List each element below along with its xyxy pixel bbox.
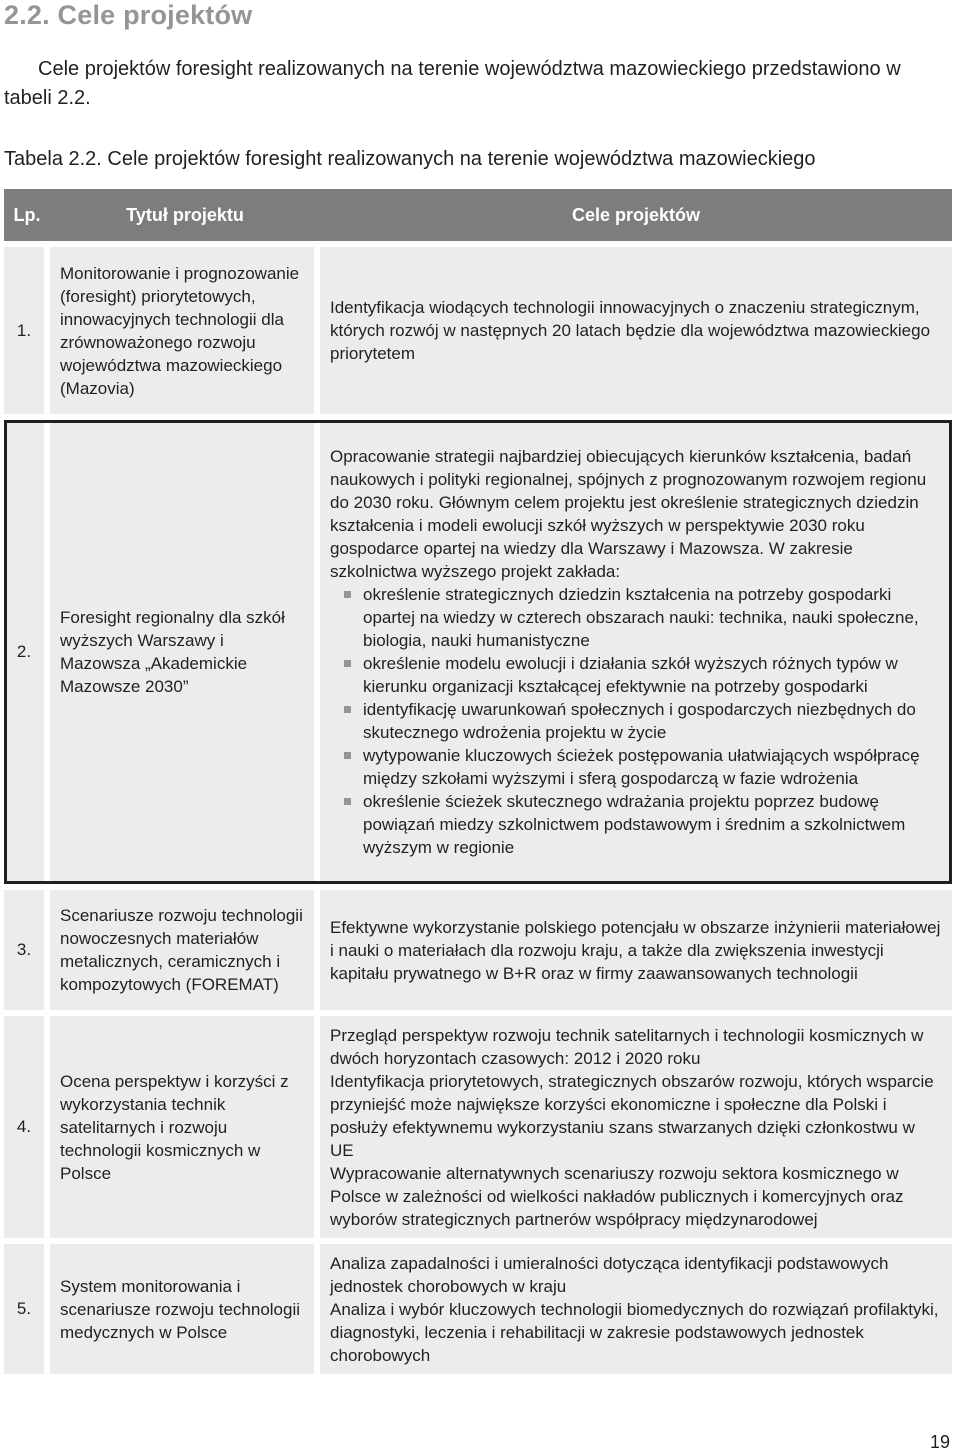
goal-bullet-text: określenie ścieżek skutecznego wdrażania projektu poprzez budowę powiązań miedzy szkolnictwem podstawowym i średnim a szkolnictwem wyższym w regionie xyxy=(363,792,906,857)
project-goals xyxy=(320,890,952,1010)
goal-bullet-item xyxy=(330,583,942,652)
goal-paragraph: Przegląd perspektyw rozwoju technik satelitarnych i technologii kosmicznych w dwóch horyzontach czasowych: 2012 i 2020 roku xyxy=(330,1025,924,1068)
project-title xyxy=(50,890,320,1010)
page-number: 19 xyxy=(929,1432,950,1452)
intro-paragraph: Cele projektów foresight realizowanych na terenie województwa mazowieckiego przedstawiono w tabeli 2.2. xyxy=(4,58,901,109)
goal-bullet-text: wytypowanie kluczowych ścieżek postępowania ułatwiających współpracę między szkołami wyższymi i sferą gospodarczą w fazie wdrożenia xyxy=(363,746,920,788)
goal-bullet-text: identyfikację uwarunkowań społecznych i gospodarczych niezbędnych do skutecznego wdrożenia projektu w życie xyxy=(363,700,916,742)
project-title-text: System monitorowania i scenariusze rozwoju technologii medycznych w Polsce xyxy=(60,1276,301,1342)
goal-bullet-text: określenie strategicznych dziedzin kształcenia na potrzeby gospodarki opartej na wiedzy w czterech obszarach nauki: technika, nauki społeczne, biologia, nauki humanistyczne xyxy=(363,585,919,650)
section-heading: 2.2. Cele projektów xyxy=(4,0,253,30)
table-row xyxy=(4,420,952,884)
row-number: 5. xyxy=(4,1244,50,1374)
table-body xyxy=(4,247,952,1374)
square-bullet-icon xyxy=(344,660,351,667)
project-title xyxy=(50,1016,320,1238)
row-number: 3. xyxy=(4,890,50,1010)
table-row xyxy=(4,1016,952,1238)
header-title: Tytuł projektu xyxy=(126,204,244,225)
project-title xyxy=(50,1244,320,1374)
square-bullet-icon xyxy=(344,591,351,598)
goal-paragraph: Analiza i wybór kluczowych technologii biomedycznych do rozwiązań profilaktyki, diagnostyki, leczenia i rehabilitacji w zakresie podstawowych jednostek chorobowych xyxy=(330,1299,939,1365)
row-number: 2. xyxy=(4,420,50,884)
project-title xyxy=(50,247,320,414)
header-goals: Cele projektów xyxy=(571,204,701,225)
table-row xyxy=(4,890,952,1010)
project-title-text: Monitorowanie i prognozowanie (foresight) priorytetowych, innowacyjnych technologii dla zrównoważonego rozwoju województwa mazowieckiego (Mazovia) xyxy=(60,263,300,398)
goal-bullet-item xyxy=(330,790,942,859)
project-goals xyxy=(320,247,952,414)
goal-paragraph: Wypracowanie alternatywnych scenariuszy rozwoju sektora kosmicznego w Polsce w zależności od wielkości nakładów publicznych i komercyjnych oraz wyborów strategicznych partnerów współpracy międzynarodowej xyxy=(330,1163,904,1229)
square-bullet-icon xyxy=(344,798,351,805)
square-bullet-icon xyxy=(344,752,351,759)
projects-goals-table xyxy=(4,189,952,1380)
header-lp: Lp. xyxy=(13,204,41,225)
project-goals xyxy=(320,1244,952,1374)
goal-bullet-item xyxy=(330,744,942,790)
goal-paragraph: Opracowanie strategii najbardziej obiecujących kierunków kształcenia, badań naukowych i polityki regionalnej, spójnych z prognozowanym rozwojem regionu do 2030 roku. Głównym celem projektu jest określenie strategicznych dziedzin kształcenia i modeli ewolucji szkół wyższych w perspektywie 2030 roku gospodarce opartej na wiedzy dla Warszawy i Mazowsza. W zakresie szkolnictwa wyższego projekt zakłada: xyxy=(330,447,927,581)
table-row xyxy=(4,247,952,414)
goal-paragraph: Efektywne wykorzystanie polskiego potencjału w obszarze inżynierii materiałowej i nauki o materiałach dla rozwoju kraju, a także dla zwiększenia inwestycji kapitału prywatnego w B+R oraz w firmy zaawansowanych technologii xyxy=(330,917,941,983)
project-title xyxy=(50,420,320,884)
goal-bullet-item xyxy=(330,652,942,698)
project-goals xyxy=(320,420,952,884)
row-number: 1. xyxy=(4,247,50,414)
square-bullet-icon xyxy=(344,706,351,713)
row-number: 4. xyxy=(4,1016,50,1238)
project-goals xyxy=(320,1016,952,1238)
table-row xyxy=(4,1244,952,1374)
goal-paragraph: Analiza zapadalności i umieralności dotycząca identyfikacji podstawowych jednostek chorobowych w kraju xyxy=(330,1253,889,1296)
goal-bullet-list xyxy=(330,583,942,859)
goal-paragraph: Identyfikacja priorytetowych, strategicznych obszarów rozwoju, których wsparcie przyniejść może największe korzyści ekonomiczne i społeczne dla Polski i posłuży efektywnemu wykorzystaniu szans stwarzanych dzięki członkostwu w UE xyxy=(330,1071,934,1160)
table-caption: Tabela 2.2. Cele projektów foresight realizowanych na terenie województwa mazowieckiego xyxy=(4,148,816,170)
project-title-text: Foresight regionalny dla szkół wyższych Warszawy i Mazowsza „Akademickie Mazowsze 2030” xyxy=(60,608,285,696)
goal-bullet-item xyxy=(330,698,942,744)
project-title-text: Scenariusze rozwoju technologii nowoczesnych materiałów metalicznych, ceramicznych i kompozytowych (FOREMAT) xyxy=(60,906,303,994)
table-header-row xyxy=(4,189,952,241)
project-title-text: Ocena perspektyw i korzyści z wykorzystania technik satelitarnych i rozwoju technologii kosmicznych w Polsce xyxy=(60,1071,289,1183)
goal-paragraph: Identyfikacja wiodących technologii innowacyjnych o znaczeniu strategicznym, których rozwój w następnych 20 latach będzie dla województwa mazowieckiego priorytetem xyxy=(330,298,931,363)
goal-bullet-text: określenie modelu ewolucji i działania szkół wyższych różnych typów w kierunku organizacji kształcącej efektywnie na potrzeby gospodarki xyxy=(363,654,898,696)
